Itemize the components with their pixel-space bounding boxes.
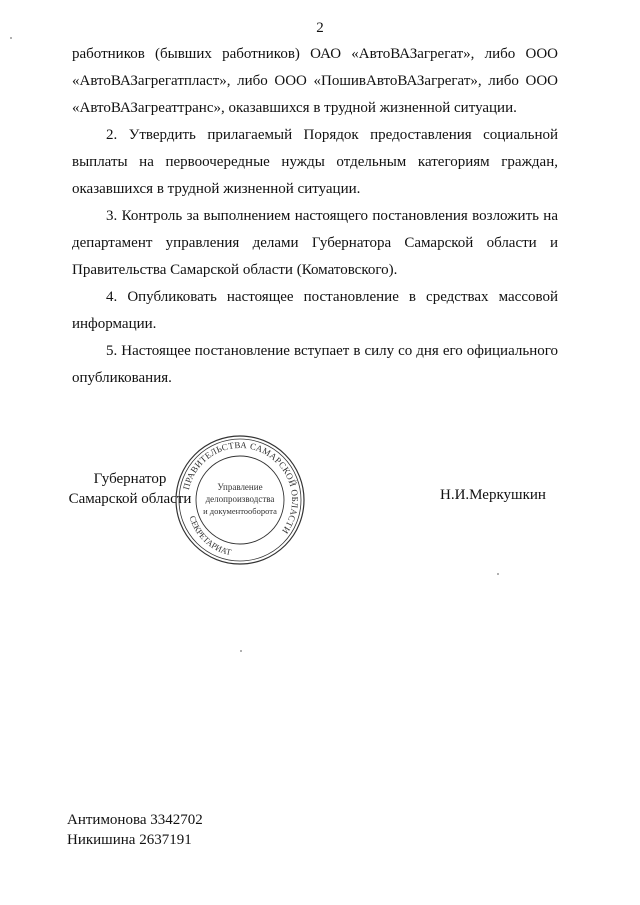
stamp-center-line3: и документооборота: [203, 506, 277, 516]
scan-speck: [10, 37, 12, 39]
signature-role-line1: Губернатор: [93, 471, 167, 487]
stamp-ring-text: ПРАВИТЕЛЬСТВА САМАРСКОЙ ОБЛАСТИ: [181, 439, 301, 536]
signature-role-line2: Самарской области: [68, 491, 192, 507]
paragraph-1: работников (бывших работников) ОАО «АвтоВАЗагрегат», либо ООО «АвтоВАЗагрегатпласт», либо ООО «ПошивАвтоВАЗагрегат», либо ООО «АвтоВАЗагреаттранс», оказавшихся в трудной жизненной ситуации.: [72, 46, 558, 116]
official-stamp: [174, 434, 306, 566]
contacts-block: [67, 810, 203, 850]
scan-speck: [497, 573, 499, 575]
paragraph-4: 4. Опубликовать настоящее постановление в средствах массовой информации.: [72, 289, 558, 332]
paragraph-5: 5. Настоящее постановление вступает в силу со дня его официального опубликования.: [72, 343, 558, 386]
stamp-center-line1: Управление: [217, 482, 263, 492]
contact-line-2: Никишина 2637191: [67, 832, 192, 848]
stamp-ring-text-lower: СЕКРЕТАРИАТ: [187, 514, 233, 558]
page-number: 2: [316, 20, 324, 36]
document-body: [72, 41, 558, 392]
paragraph-2: 2. Утвердить прилагаемый Порядок предоставления социальной выплаты на первоочередные нужды отдельным категориям граждан, оказавшихся в трудной жизненной ситуации.: [72, 127, 558, 197]
scan-speck: [240, 650, 242, 652]
stamp-seal-icon: [174, 434, 306, 566]
signatory-name: Н.И.Меркушкин: [440, 487, 546, 503]
contact-line-1: Антимонова 3342702: [67, 812, 203, 828]
stamp-center-line2: делопроизводства: [205, 494, 275, 504]
paragraph-3: 3. Контроль за выполнением настоящего постановления возложить на департамент управления делами Губернатора Самарской области и Правительства Самарской области (Коматовского).: [72, 208, 558, 278]
